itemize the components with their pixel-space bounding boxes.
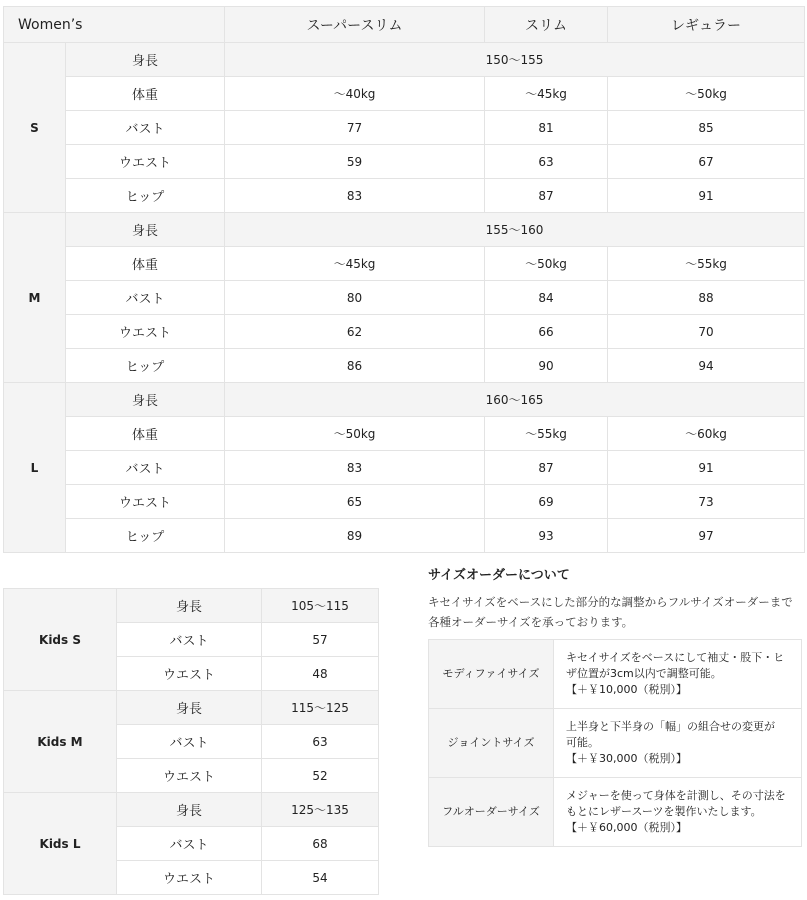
row-label: 体重 [66, 77, 225, 111]
fit-header-super-slim: スーパースリム [225, 7, 485, 43]
row-label: ウエスト [66, 315, 225, 349]
kids-size-label: Kids S [4, 589, 117, 691]
order-option-detail-line: もとにレザースーツを製作いたします。 [566, 805, 762, 818]
measurement-value: 85 [608, 111, 805, 145]
womens-title: Women’s [4, 7, 225, 43]
order-option-name: フルオーダーサイズ [429, 778, 554, 847]
size-m-height-row [4, 213, 805, 247]
order-option-row [429, 640, 802, 709]
measurement-value: 52 [262, 759, 379, 793]
measurement-value: 54 [262, 861, 379, 895]
kids-row [4, 691, 379, 725]
measurement-row [4, 145, 805, 179]
row-label-height: 身長 [66, 383, 225, 417]
size-order-title: サイズオーダーについて [428, 568, 570, 583]
order-option-detail [554, 709, 802, 778]
measurement-value: 115～125 [262, 691, 379, 725]
row-label: 身長 [117, 793, 262, 827]
row-label: ウエスト [117, 861, 262, 895]
measurement-value: ～50kg [608, 77, 805, 111]
measurement-value: 63 [485, 145, 608, 179]
measurement-value: 125～135 [262, 793, 379, 827]
measurement-row [4, 417, 805, 451]
row-label: バスト [117, 725, 262, 759]
row-label: ウエスト [117, 759, 262, 793]
order-option-name: ジョイントサイズ [429, 709, 554, 778]
kids-row [4, 589, 379, 623]
measurement-value: 91 [608, 179, 805, 213]
measurement-row [4, 247, 805, 281]
measurement-value: ～60kg [608, 417, 805, 451]
measurement-value: 87 [485, 451, 608, 485]
measurement-value: 59 [225, 145, 485, 179]
row-label: バスト [66, 451, 225, 485]
measurement-value: ～45kg [225, 247, 485, 281]
row-label: 身長 [117, 691, 262, 725]
measurement-row [4, 111, 805, 145]
measurement-row [4, 451, 805, 485]
order-option-detail-line: 上半身と下半身の「幅」の組合せの変更が [566, 720, 775, 733]
row-label: ウエスト [66, 145, 225, 179]
measurement-value: 94 [608, 349, 805, 383]
size-order-table [428, 639, 802, 847]
row-label: バスト [66, 111, 225, 145]
measurement-value: 69 [485, 485, 608, 519]
row-label: 身長 [117, 589, 262, 623]
kids-size-table [3, 588, 379, 895]
measurement-value: 62 [225, 315, 485, 349]
row-label: バスト [117, 623, 262, 657]
size-l-height-row [4, 383, 805, 417]
measurement-value: ～50kg [485, 247, 608, 281]
height-range: 160～165 [225, 383, 805, 417]
measurement-value: 81 [485, 111, 608, 145]
measurement-value: 73 [608, 485, 805, 519]
measurement-value: 88 [608, 281, 805, 315]
row-label: ヒップ [66, 349, 225, 383]
measurement-value: ～50kg [225, 417, 485, 451]
measurement-row [4, 179, 805, 213]
row-label-height: 身長 [66, 43, 225, 77]
height-range: 150～155 [225, 43, 805, 77]
order-option-name: モディファイサイズ [429, 640, 554, 709]
row-label: 体重 [66, 247, 225, 281]
measurement-value: 90 [485, 349, 608, 383]
measurement-value: 80 [225, 281, 485, 315]
measurement-value: 83 [225, 451, 485, 485]
order-option-detail [554, 778, 802, 847]
order-option-detail-line: 【＋￥10,000（税別）】 [566, 683, 687, 696]
height-range: 155～160 [225, 213, 805, 247]
kids-size-label: Kids M [4, 691, 117, 793]
measurement-value: 86 [225, 349, 485, 383]
row-label: 体重 [66, 417, 225, 451]
measurement-value: 87 [485, 179, 608, 213]
measurement-value: 105～115 [262, 589, 379, 623]
order-option-row [429, 709, 802, 778]
order-option-detail-line: ザ位置が3cm以内で調整可能。 [566, 667, 722, 680]
measurement-value: 91 [608, 451, 805, 485]
size-label: M [4, 213, 66, 383]
kids-row [4, 793, 379, 827]
size-label: S [4, 43, 66, 213]
fit-header-regular: レギュラー [608, 7, 805, 43]
measurement-value: 93 [485, 519, 608, 553]
order-option-detail-line: メジャーを使って身体を計測し、その寸法を [566, 789, 786, 802]
order-option-detail-line: 可能。 [566, 736, 599, 749]
measurement-row [4, 485, 805, 519]
kids-table-body [4, 589, 379, 895]
measurement-value: 48 [262, 657, 379, 691]
row-label: バスト [117, 827, 262, 861]
measurement-value: 84 [485, 281, 608, 315]
size-order-section [428, 564, 804, 847]
measurement-value: 68 [262, 827, 379, 861]
row-label-height: 身長 [66, 213, 225, 247]
womens-size-table [3, 6, 805, 553]
measurement-row [4, 77, 805, 111]
kids-size-label: Kids L [4, 793, 117, 895]
size-order-description: キセイサイズをベースにした部分的な調整からフルサイズオーダーまで各種オーダーサイズを承っております。 [428, 595, 793, 629]
row-label: ヒップ [66, 179, 225, 213]
measurement-value: 77 [225, 111, 485, 145]
size-label: L [4, 383, 66, 553]
order-option-detail-line: 【＋￥60,000（税別）】 [566, 821, 687, 834]
measurement-row [4, 281, 805, 315]
order-option-detail-line: キセイサイズをベースにして袖丈・股下・ヒ [566, 651, 785, 664]
row-label: ウエスト [117, 657, 262, 691]
row-label: ヒップ [66, 519, 225, 553]
measurement-value: 83 [225, 179, 485, 213]
measurement-value: ～40kg [225, 77, 485, 111]
size-order-table-body [429, 640, 802, 847]
row-label: ウエスト [66, 485, 225, 519]
measurement-value: 67 [608, 145, 805, 179]
size-s-height-row [4, 43, 805, 77]
order-option-row [429, 778, 802, 847]
measurement-value: 70 [608, 315, 805, 349]
measurement-value: 65 [225, 485, 485, 519]
measurement-value: 89 [225, 519, 485, 553]
measurement-value: ～55kg [485, 417, 608, 451]
order-option-detail-line: 【＋￥30,000（税別）】 [566, 752, 687, 765]
measurement-value: ～55kg [608, 247, 805, 281]
womens-table-body [4, 7, 805, 553]
measurement-value: ～45kg [485, 77, 608, 111]
measurement-row [4, 349, 805, 383]
fit-header-slim: スリム [485, 7, 608, 43]
measurement-value: 97 [608, 519, 805, 553]
measurement-value: 66 [485, 315, 608, 349]
measurement-row [4, 519, 805, 553]
measurement-value: 63 [262, 725, 379, 759]
row-label: バスト [66, 281, 225, 315]
womens-header-row [4, 7, 805, 43]
measurement-value: 57 [262, 623, 379, 657]
order-option-detail [554, 640, 802, 709]
measurement-row [4, 315, 805, 349]
